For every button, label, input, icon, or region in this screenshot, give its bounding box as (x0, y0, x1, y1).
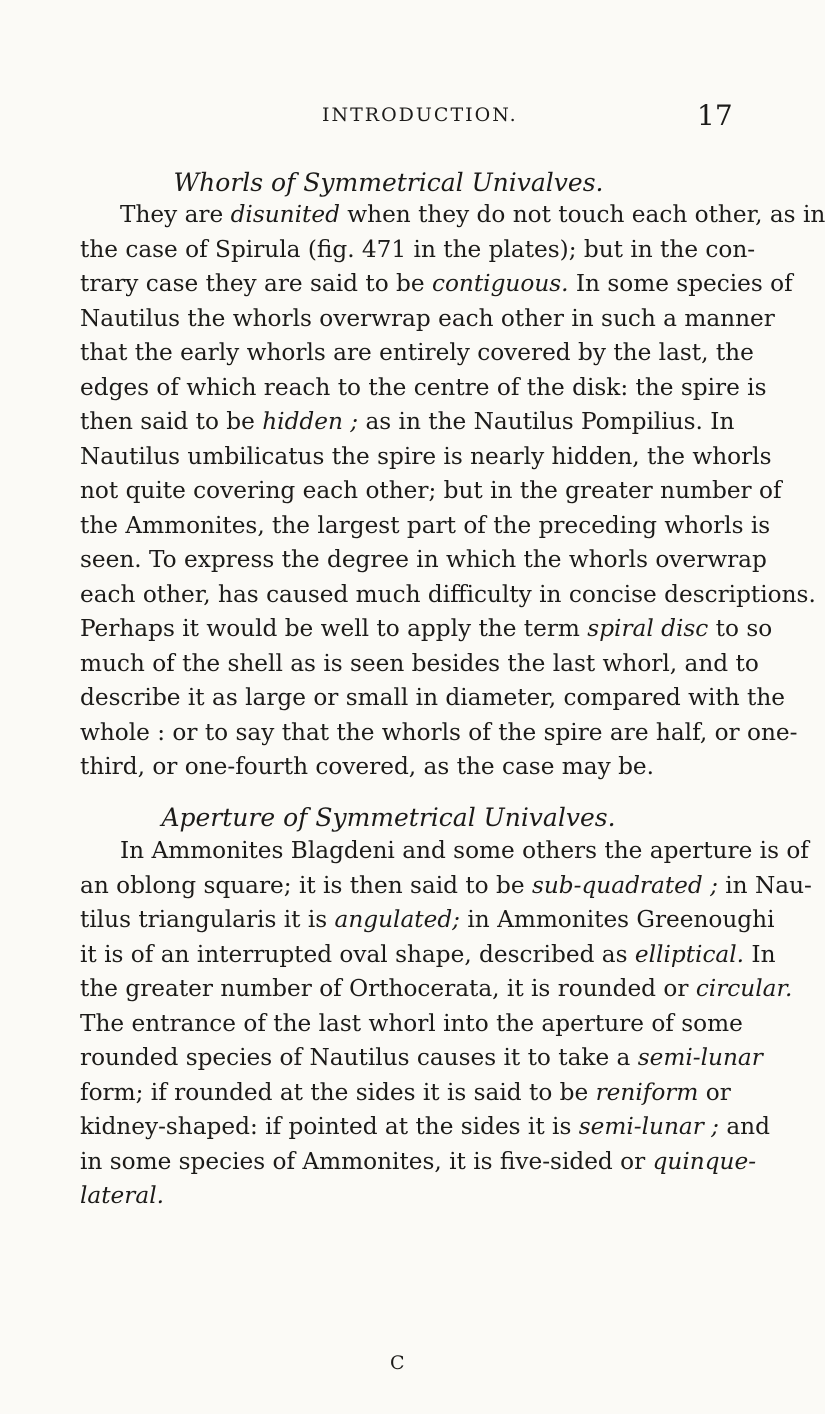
running-head: INTRODUCTION. (322, 104, 518, 126)
text-run: In (744, 940, 776, 968)
text-run: tilus triangularis it is (80, 906, 335, 933)
paragraph-aperture (80, 834, 812, 1214)
text-run: the Ammonites, the largest part of the preceding whorls is (80, 511, 771, 539)
text-run: form; if rounded at the sides it is said to be (80, 1078, 596, 1106)
text-run: Nautilus umbilicatus the spire is nearly hidden, the whorls (80, 442, 772, 470)
page-header (0, 99, 801, 139)
text-run: the greater number of Orthocerata, it is rounded or (80, 975, 696, 1002)
text-line (80, 405, 735, 440)
text-run: the case of Spirula (fig. 471 in the plates); but in the con- (80, 235, 756, 263)
italic-term: disunited (230, 201, 340, 228)
text-run: much of the shell as is seen besides the last whorl, and to (80, 649, 759, 677)
text-run: They are (120, 201, 231, 228)
italic-term: hidden ; (262, 408, 359, 435)
text-line (80, 647, 759, 682)
text-line (80, 834, 809, 869)
text-run: Perhaps it would be well to apply the term (80, 615, 588, 642)
italic-term: quinque- (652, 1147, 757, 1175)
text-line (80, 578, 816, 613)
text-line (80, 938, 776, 973)
italic-term: lateral. (80, 1182, 164, 1209)
text-line (80, 612, 773, 647)
text-run: in Ammonites Greenoughi (460, 906, 775, 933)
text-line (80, 869, 812, 904)
text-run: as in the Nautilus Pompilius. In (358, 408, 735, 435)
text-line (80, 198, 825, 233)
text-line (80, 681, 785, 716)
text-run: The entrance of the last whorl into the aperture of some (80, 1009, 743, 1037)
text-line (80, 302, 775, 337)
italic-term: elliptical. (634, 940, 745, 968)
text-line (80, 1076, 731, 1111)
text-line (80, 440, 772, 475)
text-run: in some species of Ammonites, it is five-sided or (80, 1147, 653, 1175)
section-heading-whorls: Whorls of Symmetrical Univalves. (173, 168, 604, 197)
text-line (80, 371, 767, 406)
text-line (80, 972, 793, 1007)
text-run: In some species of (568, 270, 793, 297)
text-line (80, 1145, 757, 1180)
text-run: whole : or to say that the whorls of the spire are half, or one- (80, 718, 798, 746)
text-line (80, 543, 767, 578)
text-run: kidney-shaped: if pointed at the sides it is (80, 1113, 579, 1140)
text-run: it is of an interrupted oval shape, described as (80, 940, 635, 968)
text-run: seen. To express the degree in which the whorls overwrap (80, 546, 767, 573)
text-line (80, 903, 775, 938)
text-line (80, 1179, 726, 1214)
signature-mark: C (390, 1352, 405, 1374)
italic-term: reniform (595, 1078, 699, 1106)
italic-term: sub-quadrated ; (531, 871, 718, 899)
italic-term: spiral disc (587, 615, 709, 642)
text-line (80, 474, 782, 509)
text-line (80, 509, 771, 544)
text-run: and (718, 1113, 770, 1140)
text-run: in Nau- (717, 871, 812, 899)
text-line (80, 750, 726, 785)
text-line (80, 267, 793, 302)
text-run: rounded species of Nautilus causes it to take a (80, 1044, 638, 1071)
italic-term: contiguous. (431, 270, 569, 297)
text-run: edges of which reach to the centre of the disk: the spire is (80, 373, 767, 401)
page-number: 17 (697, 99, 733, 132)
text-run: that the early whorls are entirely covered by the last, the (80, 339, 754, 366)
text-run: an oblong square; it is then said to be (80, 871, 532, 899)
italic-term: circular. (695, 975, 793, 1002)
section-heading-aperture: Aperture of Symmetrical Univalves. (161, 803, 616, 832)
text-run: third, or one-fourth covered, as the case may be. (80, 753, 655, 780)
text-line (80, 716, 798, 751)
text-run: not quite covering each other; but in the greater number of (80, 477, 782, 504)
text-line (80, 1041, 763, 1076)
text-run: Nautilus the whorls overwrap each other in such a manner (80, 304, 775, 332)
text-run: when they do not touch each other, as in (339, 201, 825, 228)
text-line (80, 336, 754, 371)
paragraph-whorls (80, 198, 825, 785)
text-run: or (698, 1078, 731, 1106)
text-run: to so (708, 615, 773, 642)
text-run: each other, has caused much difficulty in concise descriptions. (80, 580, 816, 608)
italic-term: semi-lunar ; (578, 1113, 719, 1140)
text-run: then said to be (80, 408, 263, 435)
italic-term: angulated; (334, 906, 460, 933)
text-run: trary case they are said to be (80, 270, 432, 297)
italic-term: semi-lunar (637, 1044, 763, 1071)
text-run: describe it as large or small in diameter, compared with the (80, 684, 785, 711)
text-line (80, 233, 756, 268)
text-line (80, 1110, 770, 1145)
text-run: In Ammonites Blagdeni and some others the aperture is of (120, 837, 809, 864)
text-line (80, 1007, 743, 1042)
